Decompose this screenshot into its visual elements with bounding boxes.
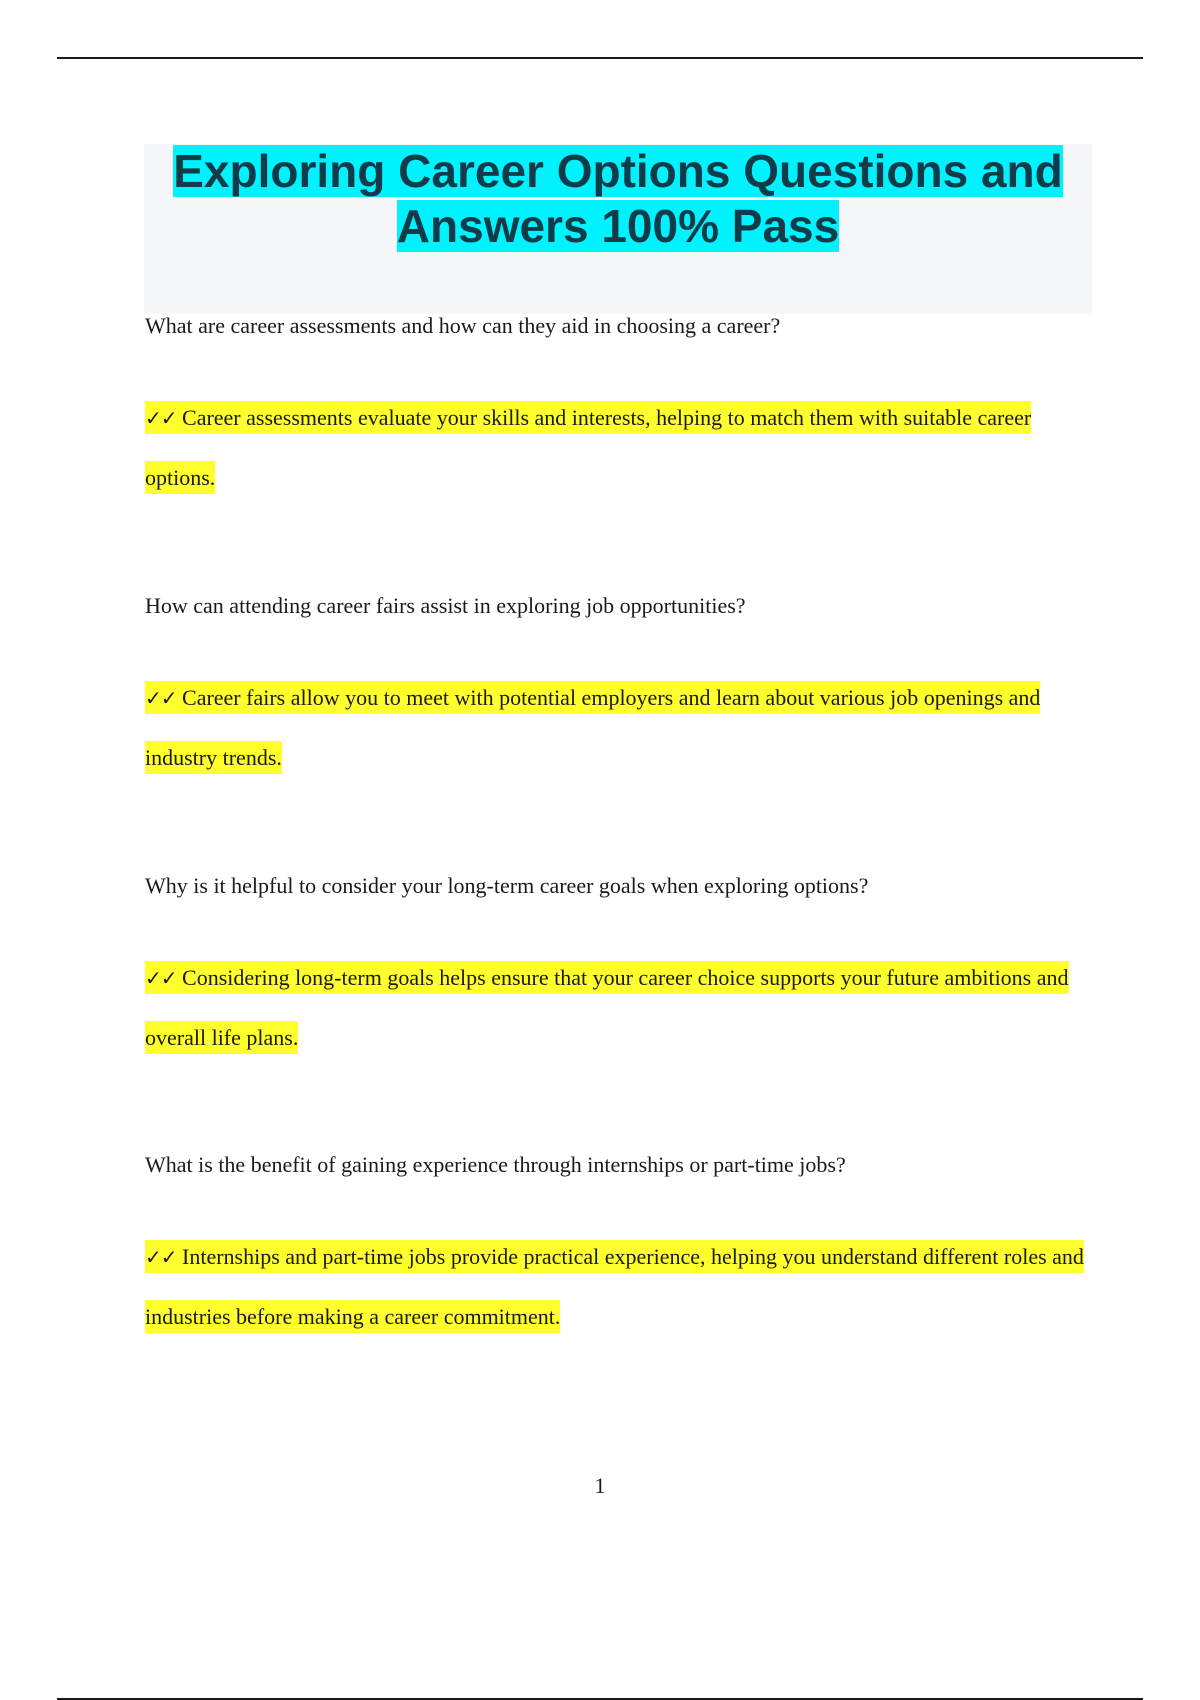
qa-item [145,312,1105,508]
title-block [144,144,1092,314]
answer-text [145,668,1105,788]
question-text: Why is it helpful to consider your long-term career goals when exploring options? [145,873,869,898]
answer-body: Considering long-term goals helps ensure that your career choice supports your future ambitions and overall life plans. [145,965,1069,1050]
check-icon: ✓✓ [145,966,177,990]
qa-item [145,1151,1105,1347]
check-icon: ✓✓ [145,406,177,430]
qa-item [145,872,1105,1068]
question-text: What are career assessments and how can they aid in choosing a career? [145,313,781,338]
answer-text [145,1227,1105,1347]
page-number: 1 [594,1473,606,1498]
check-icon: ✓✓ [145,1245,177,1269]
answer-text [145,388,1105,508]
answer-body: Career assessments evaluate your skills and interests, helping to match them with suitable career options. [145,405,1032,490]
question-text: How can attending career fairs assist in exploring job opportunities? [145,593,746,618]
answer-body: Career fairs allow you to meet with potential employers and learn about various job openings and industry trends. [145,685,1041,770]
answer-body: Internships and part-time jobs provide practical experience, helping you understand different roles and industries before making a career commitment. [145,1244,1084,1329]
question-text: What is the benefit of gaining experience through internships or part-time jobs? [145,1152,846,1177]
answer-text [145,948,1105,1068]
title-line-1: Exploring Career Options Questions and [173,145,1063,197]
check-icon: ✓✓ [145,686,177,710]
page-title [144,144,1092,254]
top-divider [57,57,1143,59]
qa-item [145,592,1105,788]
title-line-2: Answers 100% Pass [396,200,840,252]
